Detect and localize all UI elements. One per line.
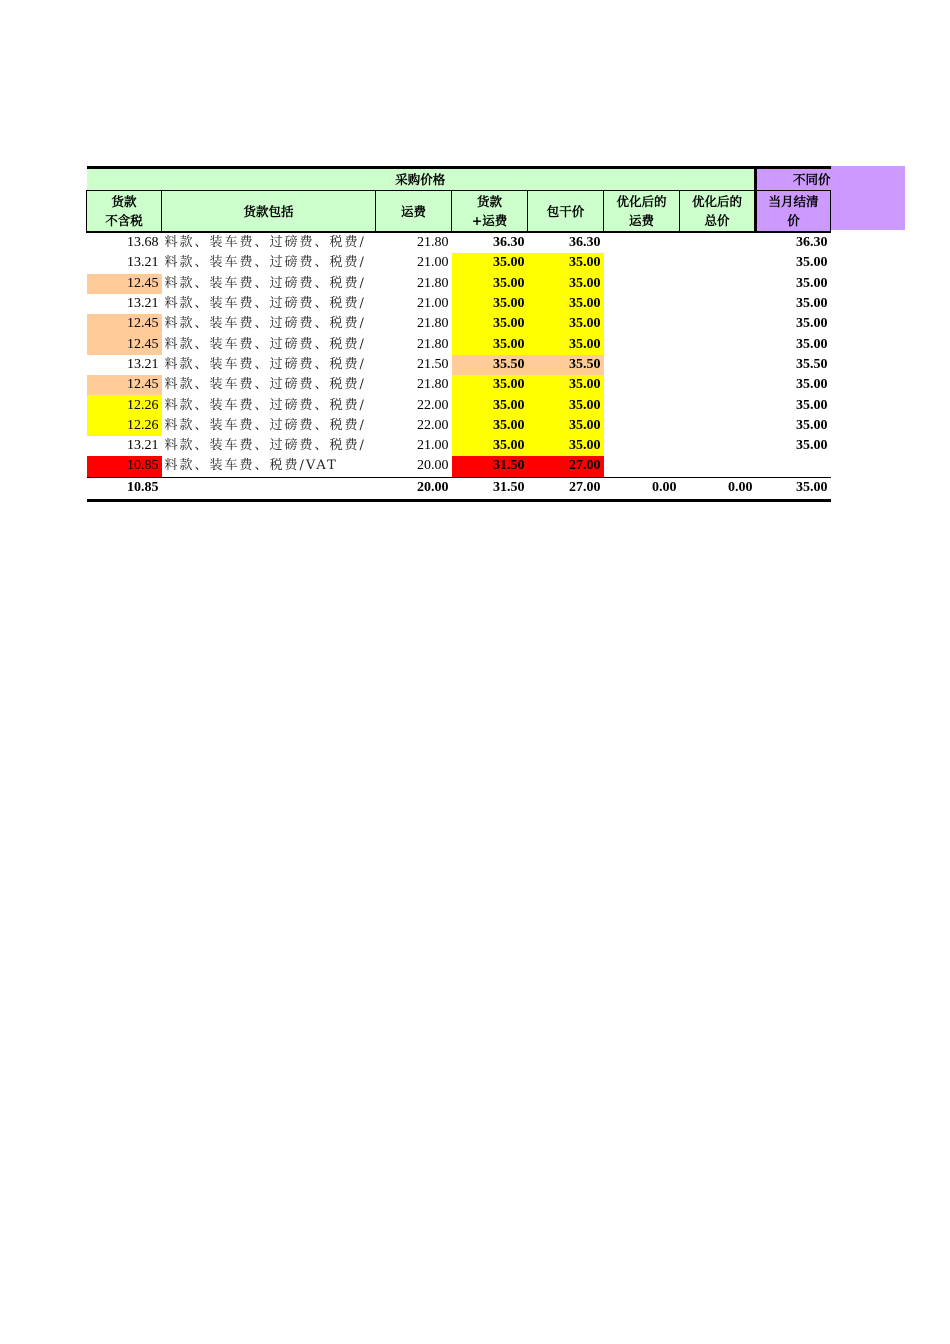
col-price-plus-freight: 货款 +运费 (452, 191, 528, 233)
cell-freight: 21.80 (417, 336, 449, 352)
col-opt-total: 优化后的 总价 (680, 191, 756, 233)
total-includes (162, 477, 376, 500)
table-row (87, 456, 831, 477)
cell-settle: 35.00 (796, 417, 828, 433)
cell-price: 13.21 (127, 296, 159, 312)
cell-opt-total (680, 456, 756, 477)
total-row (87, 477, 831, 500)
cell-includes: 料款、装车费、过磅费、税费/ (164, 417, 366, 433)
cell-includes: 料款、装车费、过磅费、税费/ (164, 255, 366, 271)
cell-opt-total (680, 355, 756, 375)
cell-opt-freight (604, 416, 680, 436)
table-row (87, 274, 831, 294)
group-title-right: 不同价 (756, 168, 831, 191)
cell-opt-freight (604, 395, 680, 415)
cell-opt-freight (604, 355, 680, 375)
cell-includes: 料款、装车费、过磅费、税费/ (164, 296, 366, 312)
cell-opt-total (680, 395, 756, 415)
cell-sum: 35.00 (452, 375, 528, 395)
cell-lump: 35.00 (528, 294, 604, 314)
total-sum: 31.50 (452, 477, 528, 500)
cell-price: 12.26 (87, 395, 162, 415)
cell-freight: 21.80 (417, 316, 449, 332)
cell-opt-freight (604, 253, 680, 273)
cell-settle: 35.00 (796, 255, 828, 271)
cell-price: 12.45 (87, 334, 162, 354)
cell-sum: 35.00 (452, 395, 528, 415)
cell-freight: 21.00 (417, 438, 449, 454)
cell-includes: 料款、装车费、过磅费、税费/ (164, 275, 366, 291)
total-lump: 27.00 (528, 477, 604, 500)
cell-lump: 35.00 (528, 395, 604, 415)
total-price: 10.85 (87, 477, 162, 500)
cell-lump: 35.00 (528, 274, 604, 294)
cell-includes: 料款、装车费、过磅费、税费/ (164, 438, 366, 454)
cell-includes: 料款、装车费、过磅费、税费/ (164, 235, 366, 251)
table-row (87, 232, 831, 253)
total-opt-total: 0.00 (680, 477, 756, 500)
table-row (87, 395, 831, 415)
cell-settle: 35.00 (796, 296, 828, 312)
cell-includes: 料款、装车费、过磅费、税费/ (164, 336, 366, 352)
cell-freight: 22.00 (417, 417, 449, 433)
cell-opt-total (680, 436, 756, 456)
table-row (87, 416, 831, 436)
col-month-settle: 当月结清 价 (756, 191, 831, 233)
cell-settle: 35.00 (796, 336, 828, 352)
table-row (87, 294, 831, 314)
cell-opt-total (680, 416, 756, 436)
cell-freight: 21.80 (417, 377, 449, 393)
spreadsheet (86, 166, 831, 502)
cell-price: 12.45 (87, 274, 162, 294)
cell-sum: 36.30 (493, 235, 525, 251)
cell-opt-total (680, 375, 756, 395)
cell-opt-freight (604, 436, 680, 456)
cell-opt-total (680, 274, 756, 294)
cell-price: 13.21 (127, 356, 159, 372)
cell-lump: 27.00 (528, 456, 604, 477)
cell-lump: 35.00 (528, 416, 604, 436)
cell-includes: 料款、装车费、税费/VAT (162, 456, 376, 477)
purple-header-extension (830, 166, 905, 230)
cell-price: 13.21 (127, 255, 159, 271)
cell-lump: 35.00 (528, 334, 604, 354)
table-row (87, 334, 831, 354)
cell-opt-total (680, 232, 756, 253)
cell-opt-freight (604, 456, 680, 477)
cell-freight: 21.00 (417, 296, 449, 312)
cell-freight: 21.50 (417, 356, 449, 372)
cell-settle (756, 456, 831, 477)
cell-price: 13.21 (127, 438, 159, 454)
cell-sum: 35.50 (452, 355, 528, 375)
cell-includes: 料款、装车费、过磅费、税费/ (164, 356, 366, 372)
cell-includes: 料款、装车费、过磅费、税费/ (164, 316, 366, 332)
col-price-includes: 货款包括 (162, 191, 376, 233)
cell-sum: 35.00 (452, 436, 528, 456)
cell-sum: 35.00 (452, 416, 528, 436)
total-opt-freight: 0.00 (604, 477, 680, 500)
cell-lump: 35.00 (528, 314, 604, 334)
cell-sum: 31.50 (452, 456, 528, 477)
cell-sum: 35.00 (452, 294, 528, 314)
total-freight: 20.00 (376, 477, 452, 500)
cell-opt-freight (604, 375, 680, 395)
table-row (87, 375, 831, 395)
cell-price: 10.85 (87, 456, 162, 477)
purchase-price-table (86, 166, 831, 502)
cell-lump: 35.50 (528, 355, 604, 375)
cell-settle: 35.00 (796, 275, 828, 291)
col-price-excl-tax: 货款 不含税 (87, 191, 162, 233)
cell-opt-total (680, 334, 756, 354)
col-lump-sum: 包干价 (528, 191, 604, 233)
cell-opt-total (680, 253, 756, 273)
cell-settle: 35.00 (796, 438, 828, 454)
col-opt-freight: 优化后的 运费 (604, 191, 680, 233)
cell-price: 12.26 (87, 416, 162, 436)
cell-settle: 35.00 (796, 377, 828, 393)
cell-opt-total (680, 294, 756, 314)
group-title: 采购价格 (87, 168, 756, 191)
cell-freight: 21.80 (417, 235, 449, 251)
cell-lump: 35.00 (528, 436, 604, 456)
cell-settle: 35.50 (796, 356, 828, 372)
cell-includes: 料款、装车费、过磅费、税费/ (164, 397, 366, 413)
table-row (87, 355, 831, 375)
cell-settle: 35.00 (796, 397, 828, 413)
cell-opt-freight (604, 232, 680, 253)
cell-sum: 35.00 (452, 334, 528, 354)
cell-includes: 料款、装车费、过磅费、税费/ (164, 377, 366, 393)
cell-price: 13.68 (127, 235, 159, 251)
cell-sum: 35.00 (452, 274, 528, 294)
cell-lump: 36.30 (569, 235, 601, 251)
cell-price: 12.45 (87, 314, 162, 334)
cell-settle: 36.30 (796, 235, 828, 251)
cell-opt-freight (604, 274, 680, 294)
cell-opt-freight (604, 314, 680, 334)
col-freight: 运费 (376, 191, 452, 233)
cell-opt-total (680, 314, 756, 334)
table-row (87, 436, 831, 456)
table-row (87, 314, 831, 334)
cell-freight: 21.80 (417, 275, 449, 291)
cell-freight: 21.00 (417, 255, 449, 271)
cell-sum: 35.00 (452, 314, 528, 334)
cell-sum: 35.00 (452, 253, 528, 273)
cell-lump: 35.00 (528, 253, 604, 273)
table-row (87, 253, 831, 273)
cell-opt-freight (604, 334, 680, 354)
cell-lump: 35.00 (528, 375, 604, 395)
cell-settle: 35.00 (796, 316, 828, 332)
cell-price: 12.45 (87, 375, 162, 395)
cell-freight: 20.00 (376, 456, 452, 477)
cell-opt-freight (604, 294, 680, 314)
total-settle: 35.00 (756, 477, 831, 500)
cell-freight: 22.00 (417, 397, 449, 413)
